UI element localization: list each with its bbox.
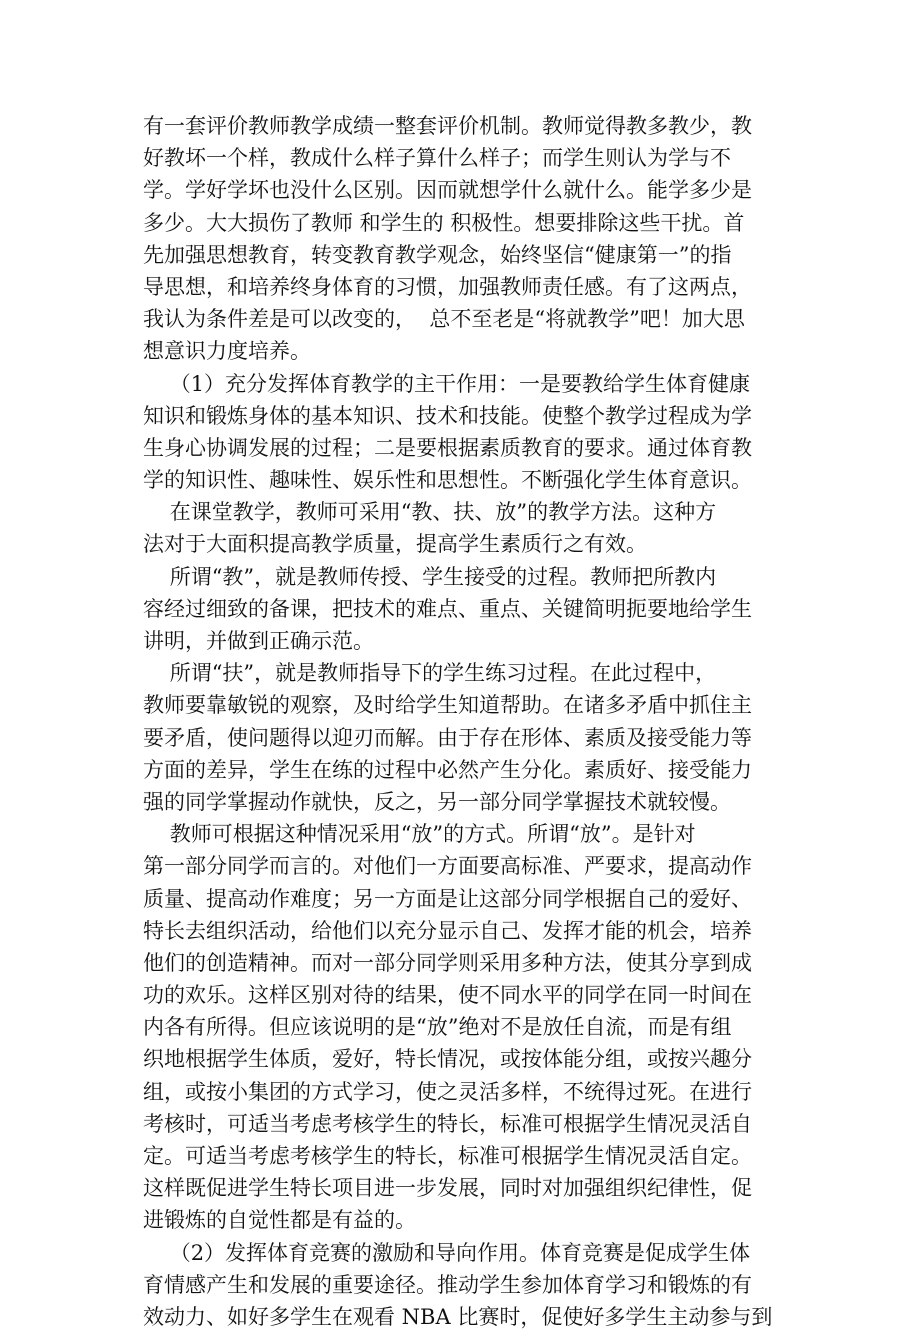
text-line: 所谓“扶”，就是教师指导下的学生练习过程。在此过程中，	[143, 661, 717, 686]
text-line: 教师要靠敏锐的观察，及时给学生知道帮助。在诸多矛盾中抓住主	[143, 693, 752, 718]
body-text	[143, 110, 783, 1333]
text-line: 学。学好学坏也没什么区别。因而就想学什么就什么。能学多少是	[143, 178, 752, 203]
text-line: 教师可根据这种情况采用“放”的方式。所谓“放”。是针对	[143, 822, 696, 847]
text-line: 好教坏一个样，教成什么样子算什么样子；而学生则认为学与不	[143, 146, 731, 171]
text-line: 定。可适当考虑考核学生的特长，标准可根据学生情况灵活自定。	[143, 1144, 752, 1168]
text-line: 效动力、如好多学生在观看 NBA 比赛时，促使好多学生主动参与到	[143, 1304, 773, 1329]
text-line: 这样既促进学生特长项目进一步发展，同时对加强组织纪律性，促	[143, 1176, 752, 1201]
text-line: 有一套评价教师教学成绩一整套评价机制。教师觉得教多教少，教	[143, 114, 752, 138]
text-line: 容经过细致的备课，把技术的难点、重点、关键简明扼要地给学生	[143, 596, 752, 621]
text-line: 第一部分同学而言的。对他们一方面要高标准、严要求，提高动作	[143, 854, 752, 879]
text-line: 想意识力度培养。	[143, 339, 311, 364]
text-line: 织地根据学生体质，爱好，特长情况，或按体能分组，或按兴趣分	[143, 1047, 752, 1072]
text-line: 多少。大大损伤了教师 和学生的 积极性。想要排除这些干扰。首	[143, 210, 745, 235]
text-line: （2）发挥体育竞赛的激励和导向作用。体育竞赛是促成学生体	[143, 1240, 751, 1265]
text-line: 学的知识性、趣味性、娱乐性和思想性。不断强化学生体育意识。	[143, 468, 752, 493]
text-line: 内各有所得。但应该说明的是“放”绝对不是放任自流，而是有组	[143, 1015, 732, 1040]
text-line: 育情感产生和发展的重要途径。推动学生参加体育学习和锻炼的有	[143, 1272, 752, 1297]
text-line: 讲明，并做到正确示范。	[143, 629, 374, 653]
text-line: 法对于大面积提高教学质量，提高学生素质行之有效。	[143, 532, 647, 557]
text-line: 要矛盾，使问题得以迎刃而解。由于存在形体、素质及接受能力等	[143, 725, 752, 750]
text-line: 考核时，可适当考虑考核学生的特长，标准可根据学生情况灵活自	[143, 1111, 752, 1136]
text-line: 先加强思想教育，转变教育教学观念，始终坚信“健康第一”的指	[143, 242, 732, 267]
text-line: 进锻炼的自觉性都是有益的。	[143, 1208, 416, 1233]
text-line: 在课堂教学，教师可采用“教、扶、放”的教学方法。这种方	[143, 500, 717, 525]
text-line: 生身心协调发展的过程；二是要根据素质教育的要求。通过体育教	[143, 435, 752, 460]
text-line: （1）充分发挥体育教学的主干作用：一是要教给学生体育健康	[143, 371, 751, 396]
text-line: 我认为条件差是可以改变的， 总不至老是“将就教学”吧！加大思	[143, 307, 745, 332]
text-line: 强的同学掌握动作就快，反之，另一部分同学掌握技术就较慢。	[143, 789, 731, 814]
text-line: 知识和锻炼身体的基本知识、技术和技能。使整个教学过程成为学	[143, 403, 752, 428]
text-line: 特长去组织活动，给他们以充分显示自己、发挥才能的机会，培养	[143, 918, 752, 943]
text-line: 质量、提高动作难度；另一方面是让这部分同学根据自己的爱好、	[143, 886, 752, 911]
text-line: 他们的创造精神。而对一部分同学则采用多种方法，使其分享到成	[143, 950, 752, 975]
text-line: 所谓“教”，就是教师传授、学生接受的过程。教师把所教内	[143, 564, 717, 589]
text-line: 导思想，和培养终身体育的习惯，加强教师责任感。有了这两点，	[143, 274, 752, 299]
text-line: 组，或按小集团的方式学习，使之灵活多样，不统得过死。在进行	[143, 1079, 752, 1104]
text-line: 方面的差异，学生在练的过程中必然产生分化。素质好、接受能力	[143, 757, 752, 782]
text-line: 功的欢乐。这样区别对待的结果，使不同水平的同学在同一时间在	[143, 983, 752, 1008]
